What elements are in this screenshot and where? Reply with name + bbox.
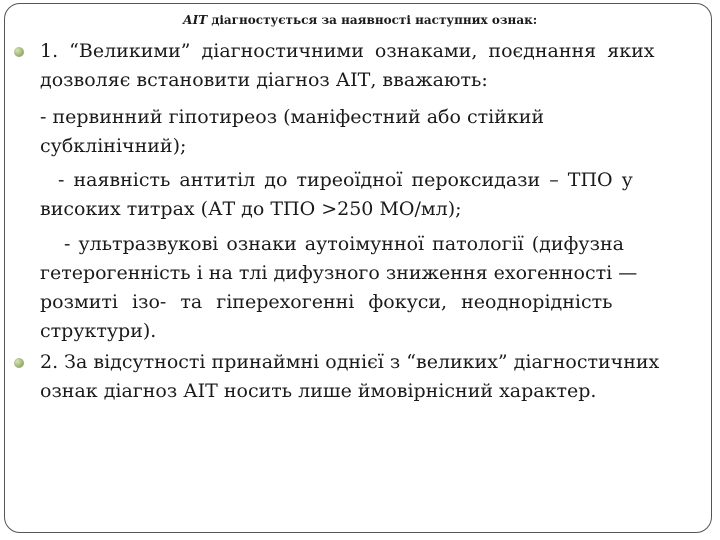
list-item-2 xyxy=(40,348,696,406)
item1-heading-line1: 1. “Великими” діагностичними ознаками, поєднання яких xyxy=(40,40,655,62)
sub1-line1: - первинний гіпотиреоз (маніфестний або стійкий xyxy=(40,106,545,128)
sub1-line2: субклінічний); xyxy=(40,135,187,157)
title-text: діагностується за наявності наступних ознак: xyxy=(207,13,538,27)
sub2-line2: високих титрах (АТ до ТПО >250 МО/мл); xyxy=(40,198,462,220)
sub3-line2: гетерогенність і на тлі дифузного зниження ехогенності — xyxy=(40,262,638,284)
bullet-icon xyxy=(14,358,24,368)
list-item-1 xyxy=(40,37,696,95)
item1-heading-line2: дозволяє встановити діагноз АІТ, вважають: xyxy=(40,69,488,91)
title-abbreviation: АІТ xyxy=(182,13,208,27)
slide-title xyxy=(0,6,720,34)
sub3-line1: - ультразвукові ознаки аутоімунної патології (дифузна xyxy=(64,233,624,255)
item2-line2: ознак діагноз АІТ носить лише ймовірнісний характер. xyxy=(40,380,597,402)
bullet-icon xyxy=(14,47,24,57)
sub-point-ultrasound xyxy=(40,230,696,346)
item2-line1: 2. За відсутності принаймні однієї з “великих” діагностичних xyxy=(40,351,660,373)
sub3-line3: розмиті ізо- та гіперехогенні фокуси, неоднорідність xyxy=(40,291,613,313)
sub3-line4: структури). xyxy=(40,320,157,342)
sub-point-antibodies xyxy=(40,166,696,224)
sub-point-hypothyroidism xyxy=(40,103,696,161)
sub2-line1: - наявність антитіл до тиреоїдної пероксидази – ТПО у xyxy=(58,169,633,191)
